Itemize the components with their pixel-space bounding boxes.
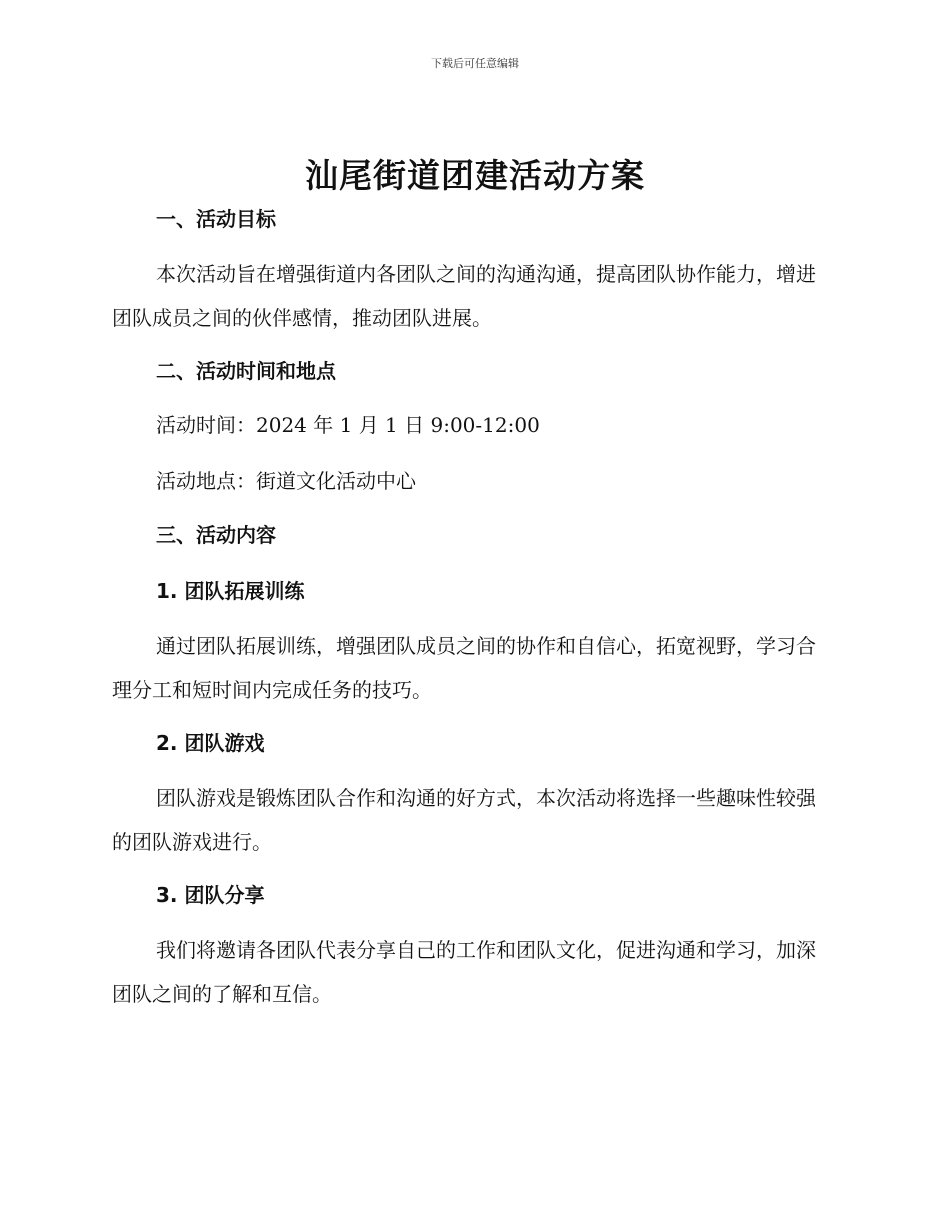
- place-line: 活动地点：街道文化活动中心: [156, 469, 416, 493]
- time-line: 活动时间：2024 年 1 月 1 日 9:00-12:00: [156, 413, 540, 437]
- paragraph-goal: 本次活动旨在增强街道内各团队之间的沟通沟通，提高团队协作能力，增进团队成员之间的伙伴感情，推动团队进展。: [112, 262, 816, 330]
- paragraph-training: 通过团队拓展训练，增强团队成员之间的协作和自信心，拓宽视野，学习合理分工和短时间内完成任务的技巧。: [112, 634, 816, 702]
- section-heading-content: 三、活动内容: [156, 523, 276, 547]
- section-heading-time-place: 二、活动时间和地点: [156, 359, 336, 383]
- item-heading-sharing: 3. 团队分享: [156, 883, 265, 907]
- section-heading-goal: 一、活动目标: [156, 207, 276, 231]
- item-heading-games: 2. 团队游戏: [156, 731, 265, 755]
- header-note: 下载后可任意编辑: [431, 57, 519, 70]
- paragraph-sharing: 我们将邀请各团队代表分享自己的工作和团队文化，促进沟通和学习，加深团队之间的了解和互信。: [112, 938, 816, 1006]
- item-heading-training: 1. 团队拓展训练: [156, 579, 305, 603]
- document-title: 汕尾街道团建活动方案: [305, 156, 645, 195]
- paragraph-games: 团队游戏是锻炼团队合作和沟通的好方式，本次活动将选择一些趣味性较强的团队游戏进行。: [112, 786, 816, 854]
